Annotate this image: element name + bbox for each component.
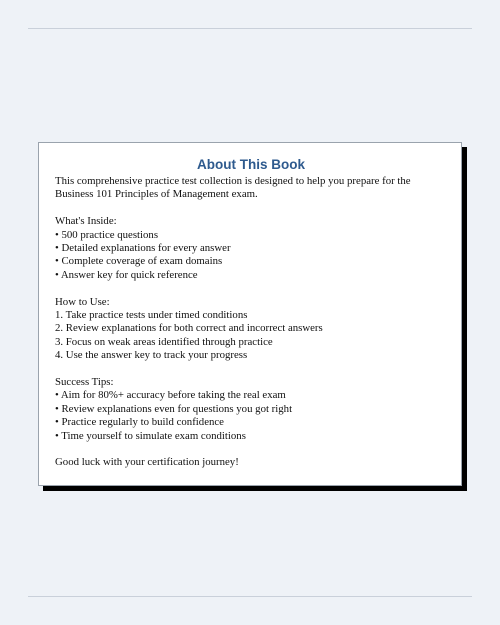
list-item: • 500 practice questions bbox=[55, 228, 159, 241]
list-item: 4. Use the answer key to track your progress bbox=[55, 349, 248, 362]
section-heading-tips: Success Tips: bbox=[55, 376, 114, 389]
list-item: • Practice regularly to build confidence bbox=[55, 416, 224, 429]
top-divider bbox=[28, 28, 472, 29]
list-item: • Complete coverage of exam domains bbox=[55, 255, 223, 268]
list-item: • Review explanations even for questions you got right bbox=[55, 402, 293, 415]
list-item: 3. Focus on weak areas identified through practice bbox=[55, 335, 273, 348]
bottom-divider bbox=[28, 596, 472, 597]
section-heading-how-to-use: How to Use: bbox=[55, 295, 110, 308]
about-book-card bbox=[38, 142, 462, 486]
card-content bbox=[55, 175, 451, 470]
spacer bbox=[55, 202, 451, 215]
closing-line: Good luck with your certification journey! bbox=[55, 456, 239, 469]
list-item: • Aim for 80%+ accuracy before taking the real exam bbox=[55, 389, 286, 402]
intro-paragraph: This comprehensive practice test collection is designed to help you prepare for the Business 101 Principles of Management exam. bbox=[55, 175, 411, 201]
list-item: • Time yourself to simulate exam conditions bbox=[55, 429, 246, 442]
list-item: 2. Review explanations for both correct and incorrect answers bbox=[55, 322, 323, 335]
spacer bbox=[55, 443, 451, 456]
spacer bbox=[55, 282, 451, 295]
section-heading-inside: What's Inside: bbox=[55, 215, 117, 228]
spacer bbox=[55, 363, 451, 376]
list-item: 1. Take practice tests under timed conditions bbox=[55, 309, 248, 322]
card-title: About This Book bbox=[197, 157, 305, 172]
list-item: • Detailed explanations for every answer bbox=[55, 242, 231, 255]
list-item: • Answer key for quick reference bbox=[55, 268, 198, 281]
about-book-card-wrapper bbox=[38, 142, 462, 486]
